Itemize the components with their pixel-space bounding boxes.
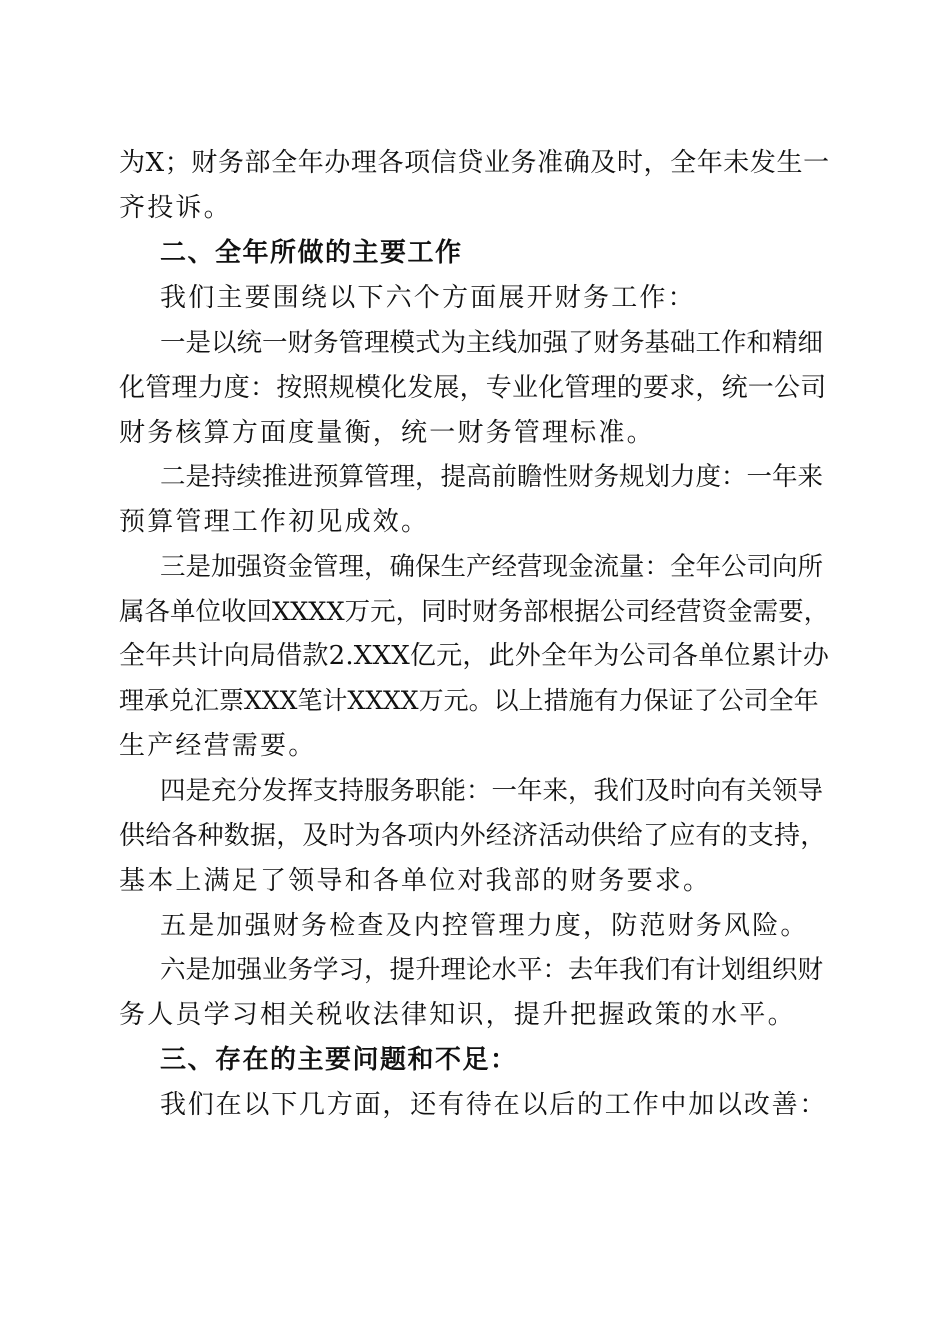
item-1-line: 化管理力度：按照规模化发展，专业化管理的要求，统一公司 <box>119 373 827 403</box>
item-6-line: 六是加强业务学习，提升理论水平：去年我们有计划组织财 <box>160 955 824 985</box>
item-5-line: 五是加强财务检查及内控管理力度，防范财务风险。 <box>160 911 809 941</box>
item-1-line: 财务核算方面度量衡，统一财务管理标准。 <box>119 418 655 448</box>
section-heading-2: 二、全年所做的主要工作 <box>160 238 463 268</box>
item-2-line: 二是持续推进预算管理，提高前瞻性财务规划力度：一年来 <box>160 462 824 492</box>
item-4-line: 供给各种数据，及时为各项内外经济活动供给了应有的支持， <box>119 821 827 851</box>
item-6-line: 务人员学习相关税收法律知识，提升把握政策的水平。 <box>119 1000 796 1030</box>
item-3-line: 生产经营需要。 <box>119 731 317 761</box>
paragraph-line: 齐投诉。 <box>119 193 232 223</box>
closing-line: 我们在以下几方面，还有待在以后的工作中加以改善： <box>160 1090 828 1120</box>
item-3-line: 理承兑汇票XXX笔计XXXX万元。以上措施有力保证了公司全年 <box>119 686 819 715</box>
paragraph-line: 为X；财务部全年办理各项信贷业务准确及时，全年未发生一 <box>119 148 830 178</box>
item-3-line: 属各单位收回XXXX万元，同时财务部根据公司经营资金需要， <box>119 597 830 627</box>
item-1-line: 一是以统一财务管理模式为主线加强了财务基础工作和精细 <box>160 328 824 358</box>
section-heading-3: 三、存在的主要问题和不足： <box>160 1045 518 1075</box>
item-4-line: 基本上满足了领导和各单位对我部的财务要求。 <box>119 866 712 896</box>
intro-line: 我们主要围绕以下六个方面展开财务工作： <box>160 283 696 313</box>
item-2-line: 预算管理工作初见成效。 <box>119 507 430 537</box>
item-3-line: 全年共计向局借款2.XXX亿元，此外全年为公司各单位累计办 <box>119 641 830 671</box>
item-4-line: 四是充分发挥支持服务职能：一年来，我们及时向有关领导 <box>160 776 824 806</box>
item-3-line: 三是加强资金管理，确保生产经营现金流量：全年公司向所 <box>160 552 824 582</box>
